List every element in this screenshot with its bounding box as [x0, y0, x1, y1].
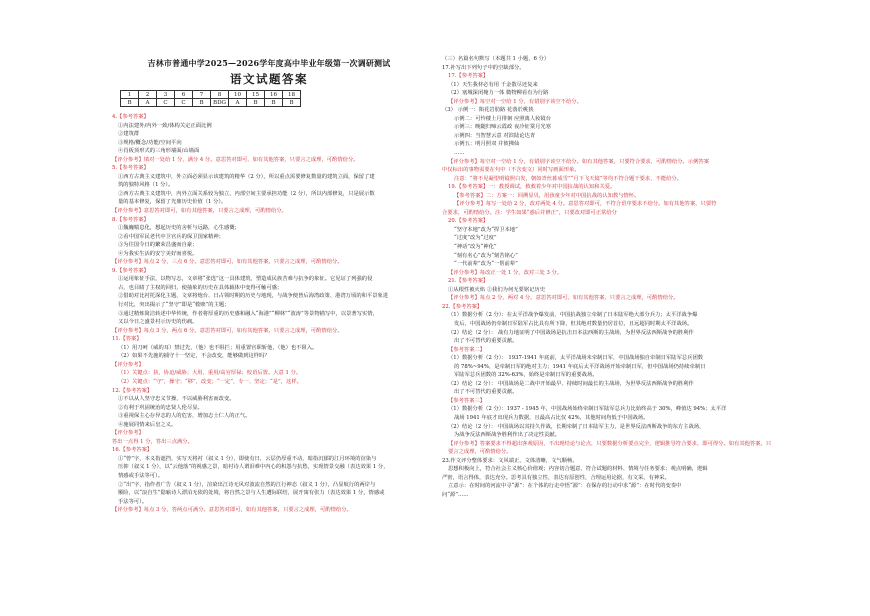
- text-line: 行对比，突出揭示了“坚守”即是“救赎”的主题；: [118, 302, 230, 309]
- text-line: ②看中国军民老代中卫官兵的保卫国家精神；: [118, 233, 224, 240]
- text-line: 20.【参考答案】: [448, 218, 489, 225]
- text-line: 示例三：晚随归啼云霞政 夜冷征棠月光寒: [454, 124, 552, 131]
- answer-table-answer-cell: B: [283, 99, 301, 107]
- text-line: ④肖板顶形式的三角形墙面/山墙面: [118, 148, 200, 155]
- text-line: “坚守本地”改为“捍卫本地”: [454, 226, 518, 233]
- text-line: ④为我实生活的安宁美好而喜悦。: [118, 250, 198, 257]
- text-line: 严密，语言得体，表达充分。思考具有独立性，表达有原创性，合理运用论据，有文采，有神采。: [442, 474, 670, 481]
- answer-table-answer-cell: A: [229, 99, 247, 107]
- text-line: 【评分参考】每空对一空给 1 分，有错别字该空不给分。如有其他答案，只要符合要求，可酌情给分。示例答案: [448, 158, 709, 165]
- document-subtitle: 语文试题答案: [230, 72, 308, 86]
- text-line: 为战争反法西斯战争胜利作出了决定性贡献。: [454, 432, 560, 439]
- document-title: 吉林市普通中学2025—2026学年度高中毕业年级第一次调研测试: [147, 58, 391, 68]
- text-line: 注意：“将不见凝望明镜照白发，朝如青丝暮成雪”“月下飞天镜”等均不符合题干要求，不能给分。: [454, 175, 683, 182]
- text-line: 16.【参考答案】: [112, 447, 153, 454]
- text-line: 17.【参考答案】: [448, 73, 489, 80]
- text-line: （1）关键点：执，协迫/威胁；大用，重用/高官厚禄；校语后置。大意 1 分。: [118, 370, 302, 377]
- text-line: 问“源”……: [442, 491, 469, 498]
- text-line: 【评分参考】每空对一空给 1 分，有错别字该空不给分。: [448, 98, 582, 105]
- text-line: 11.【答案】: [112, 336, 142, 343]
- text-line: （三）名篇名句默写（本题共 1 小题，6 分）: [442, 56, 550, 62]
- text-line: 9.【参考答案】: [112, 267, 149, 274]
- text-line: 【评分参考】填对一处给 1 分，满分 4 分。意思答对即可，如有其他答案，只要言之成理，可酌情给分。: [112, 156, 359, 163]
- answer-table-question-number: 18: [283, 91, 301, 99]
- text-line: ②建筑群: [118, 131, 140, 138]
- text-line: ②有利于巩固统治的忠贤人伦尽显。: [118, 404, 203, 411]
- text-line: ④施展同情来后皇之义。: [118, 421, 177, 428]
- text-line: 【评分参考】每改正一处 1 分，改对三处 3 分。: [448, 269, 563, 276]
- text-line: （2）结论（2 分）： 战有力地证明了中国战场是抗击日本法西斯的主战场，为世界反法西斯战争的胜利作: [448, 329, 694, 336]
- text-line: （1）用刀呵（威的耳）禁过先，（他）也不阻拦；用重置官职斩他，（他）也不阻入。: [118, 344, 318, 351]
- text-line: 战场 1941 年底才出现兵力数据，且最高占比仅 42%，其他时间均低于中国战场。: [454, 414, 649, 421]
- text-line: ③为往国令日的繁荣昌盛而自豪；: [118, 242, 198, 249]
- text-line: 17.补写出下列句子中的空缺部分。: [442, 64, 525, 71]
- text-line: 19.【参考答案】一：教授调试，救救着少年对中国抗战的认知和关爱。: [448, 184, 616, 191]
- answer-table-question-number: 2: [139, 91, 157, 99]
- text-line: 21.【参考答案】: [448, 278, 489, 285]
- answer-table-question-number: 3: [157, 91, 175, 99]
- answer-table-answer-cell: C: [157, 99, 175, 107]
- text-line: 【评分参考】每点 2 分，三点 6 分。意思答对即可，如有其他答案，只要言之成理，可酌情给分。: [112, 259, 343, 266]
- right-column: [442, 55, 794, 613]
- text-line: 发后，中国战场仍牵制日军陆军占比具有所下降，但其绝对数量仍居首位，且远超同时期太平洋战场。: [454, 320, 693, 327]
- text-line: 手法等可）。: [118, 498, 148, 505]
- text-line: （1）天生我材必有用 千金散尽还复来: [448, 81, 538, 88]
- text-line: 23.作文评分整体要求：文风端正，文体清晰，文气顺畅。: [442, 457, 578, 464]
- answer-table-numbers-row: [121, 91, 301, 99]
- text-line: （2）塞城深闭掩力一体 微物柳看有为行路: [448, 90, 549, 97]
- text-line: （2）如果不先施的捕守十一坚定，不会改变，能够做到这样吗？: [118, 353, 270, 360]
- text-line: 立意示：在时间的河流中寻“源”：在个体的行走中悟“源”：在保存的行动中求“源”：在时代的变奏中: [448, 483, 682, 490]
- text-line: ①不以从人坚守忠义节操，不以威胁利害而改变。: [118, 396, 235, 403]
- answer-table-answer-cell: B: [247, 99, 265, 107]
- text-line: ……: [454, 150, 465, 157]
- text-line: 顺险，以“浪自生”隐喻诗人漂泊无依的处境，将自然之景与人生遭际联结，展开寓有张力（表达效果 1 分，情感或: [118, 490, 385, 497]
- answer-table-answer-cell: B: [193, 99, 211, 107]
- answer-table-answer-cell: B: [265, 99, 283, 107]
- text-line: ①“曾”字，本义指遮挡，实写天将衬（叙义 1 分），即使有日，云层仍厚重不动，暗指沉郁的江月环境的渲染与: [118, 455, 377, 462]
- text-line: ③通过精炼简洁转述中华传统，作者将厚重的历史感和融入“海港”“柳林”“波涛”等景物描写中，以景著写实情，: [118, 310, 378, 317]
- text-line: “一代前辈”改为“一帮前辈”: [454, 261, 518, 268]
- text-line: 示例五：明月照双 并彼拂仙: [454, 141, 520, 148]
- answer-table-answers-row: [121, 99, 301, 107]
- answer-table: [120, 90, 301, 107]
- answer-table-question-number: 8: [211, 91, 229, 99]
- text-line: 要言之成理，可酌情给分。: [448, 449, 512, 456]
- text-line: ①从根性被火焰 ②我们为何无要铭记历史: [448, 286, 546, 293]
- text-line: ①运用象征手法，以物写志，文章将“张选”这一具体建筑，塑造成民族苦难与抗争的象征。它见证了列强的侵: [118, 276, 373, 283]
- answer-table-answer-cell: BDG: [211, 99, 229, 107]
- answer-table-question-number: 10: [229, 91, 247, 99]
- text-line: 筑的独特风格（1 分）。: [118, 182, 174, 189]
- answer-table-question-number: 16: [265, 91, 283, 99]
- text-line: 12.【参考答案】: [112, 387, 153, 394]
- text-line: 中仅标出的事物需要在句中（不含变文）同时写画面形象。: [442, 167, 580, 174]
- text-line: 思想积极向上，符合社会主义核心价值观；内容切合题意，符合试题的材料、情境与任务要求；观点明确，逻辑: [448, 466, 708, 473]
- text-line: 8.【参考答案】: [112, 216, 149, 223]
- text-line: 【评分参考】每点 3 分，答两点可满分。意思答对即可，如有其他答案，只要言之成理，可酌情给分。: [112, 507, 352, 514]
- answer-table-answer-cell: B: [121, 99, 139, 107]
- text-line: “神话”改为“神化”: [454, 244, 497, 251]
- text-line: 5.【参考答案】: [112, 165, 149, 172]
- text-line: 合要求，可酌情给分。注：学生如果“惑后并修正”，只要改对即可正常给分: [442, 209, 617, 216]
- text-line: 出了不可替代的重要贡献。: [454, 389, 518, 396]
- text-line: 【评分参考】: [112, 361, 144, 368]
- text-line: 示例四：当智慧云意 对滨陆论达青: [454, 132, 536, 139]
- text-line: （1）数据分析（2 分）：在太平洋战争爆发前，中国抗战独立牵制了日本陆军绝大部分兵力；太平洋战争爆: [448, 312, 698, 319]
- text-line: 答出一点得 1 分，答出三点满分。: [112, 438, 193, 445]
- text-line: （2）结论（2 分）： 中国战场是二战中开始最早、持续时间最长的主战场，为世界反法西斯战争的胜利作: [448, 380, 694, 387]
- text-line: 【评分参考】每写一处给 2 分，改对两处 4 分。意思答对即可，不符合语序要求不给分。如有其他答案，只要符: [454, 201, 717, 208]
- text-line: ②“出”字，指作者广告（叙义 1 分），渲染出江诗无风对波流自然的江行神态（叙义 1 分），凸显航行的两岸与: [118, 481, 376, 488]
- text-line: ①内法建外/内外一致/体构关定正面比例: [118, 122, 212, 129]
- text-line: （1）数据分析（2 分）： 1937-1941 年底前，太平洋战场未牵制日军，中国战场独自牵制日军陆军总兵团数: [448, 355, 704, 362]
- text-line: 量的基本修复，保留了光鼎历史价值（1 分）。: [118, 199, 227, 206]
- text-line: 【评分参考】意思答对即可，如有其他答案，只要言之成理，可酌情给分。: [112, 208, 287, 215]
- text-line: ①西方古典主义建筑中，外立面必须显示该建筑的精华（2 分），所以重点需要修复数量的建筑立面，保留了建: [118, 173, 375, 180]
- text-line: 出了不可替代的重要贡献。: [454, 338, 518, 345]
- text-line: 【评分参考】每点 3 分，两点 6 分。意思答对即可，如有其他答案，只要言之成理，可酌情给分。: [112, 327, 343, 334]
- text-line: 占，也目睹了主权的回归，使抽象的历史在具体载体中变得可触可感；: [118, 284, 283, 291]
- text-line: 压抑（叙义 1 分），以“云他落”的视感之景，暗衬诗人谓泪难中内心的积怨与抗愁，实现情景交融（表达效果 1 分，: [118, 464, 389, 471]
- text-line: ③规格/概念/功能/空间平向: [118, 139, 182, 146]
- text-line: ①魏巍喘息化，想起历史的舍析与远路，心生感慨；: [118, 225, 240, 232]
- text-line: 情感或手法等可）。: [118, 472, 164, 479]
- text-line: ②西方古典主义建筑中，内外立面关系较为独立，内部空间主要承担功能（2 分），所以内部修复，只是展示数: [118, 190, 375, 197]
- text-line: （2）关键点：“守”，操守；“移”，改变；“一定”，专一、坚定；“是”，这样。: [118, 378, 302, 385]
- text-line: 【评分参考】答案要求不得超出客观原因，不出现结论与论点，只要数据分析要点完全，逻辑推导符合要求，即可得分。如有其他答案，只: [448, 440, 772, 447]
- text-line: “过度”改为“过度”: [454, 235, 497, 242]
- text-line: ②借助对比衬托深化主题，文章将炮台、日占领时期的历史与地现，与战争便皆后海湾政策、港湾万顷的和平景象进: [118, 293, 389, 300]
- text-line: 4.【参考答案】: [112, 114, 149, 120]
- text-line: 【评分参考】每点 2 分，两对 4 分。意思答对即可，如有其他答案，只要言之成理，可酌情给分。: [448, 295, 679, 302]
- text-line: 【参考答案二】: [448, 346, 486, 353]
- text-line: 【评分参考】: [112, 430, 144, 437]
- answer-table-question-number: 6: [175, 91, 193, 99]
- answer-table-answer-cell: C: [175, 99, 193, 107]
- answer-table-question-number: 1: [121, 91, 139, 99]
- text-line: （3） 示例一：陷花岩肋路 花落於桃狭: [442, 107, 534, 114]
- text-line: ③重视保主心存异志的人的危害，增加志士仁人的正气。: [118, 413, 251, 420]
- text-line: 【参考答案三】: [448, 397, 486, 404]
- text-line: 22.【参考答案】: [442, 303, 483, 310]
- text-line: （1）数据分析（2 分）：1937 - 1945 年，中国战场始终牵制日军陆军总兵力比始终高于 30%，峰值达 94%；太平洋: [448, 406, 727, 413]
- text-line: 军陆军总兵团数的 32%-63%，始终是牵制日军的重要战场。: [454, 372, 598, 379]
- text-line: （2）结论（2 分）： 中国战场以其持久作战，长期牵制了日本陆军主力，是世界反法西斯战争的东方主战场，: [448, 423, 705, 430]
- text-line: 【参考答案】二：方案一：回溯显贝，用孩童少年对中国抗战的认知教与情怀。: [454, 192, 640, 199]
- answer-table-question-number: 15: [247, 91, 265, 99]
- text-line: “刻有名心”改为“刻苦铭心”: [454, 252, 518, 259]
- text-line: 的 78%~94%，是牵制日军的绝对主力；1941 年底后太平洋战场开始牵制日军，但中国战场仍持续牵制日: [454, 363, 706, 370]
- answer-table-question-number: 7: [193, 91, 211, 99]
- answer-table-answer-cell: A: [139, 99, 157, 107]
- text-line: 示例二：可怜楼上月徘徊 应照离人妆镜台: [454, 115, 552, 122]
- left-column: [112, 113, 434, 613]
- text-line: 又以今日之盛景衬示历史的伤痛。: [118, 319, 198, 326]
